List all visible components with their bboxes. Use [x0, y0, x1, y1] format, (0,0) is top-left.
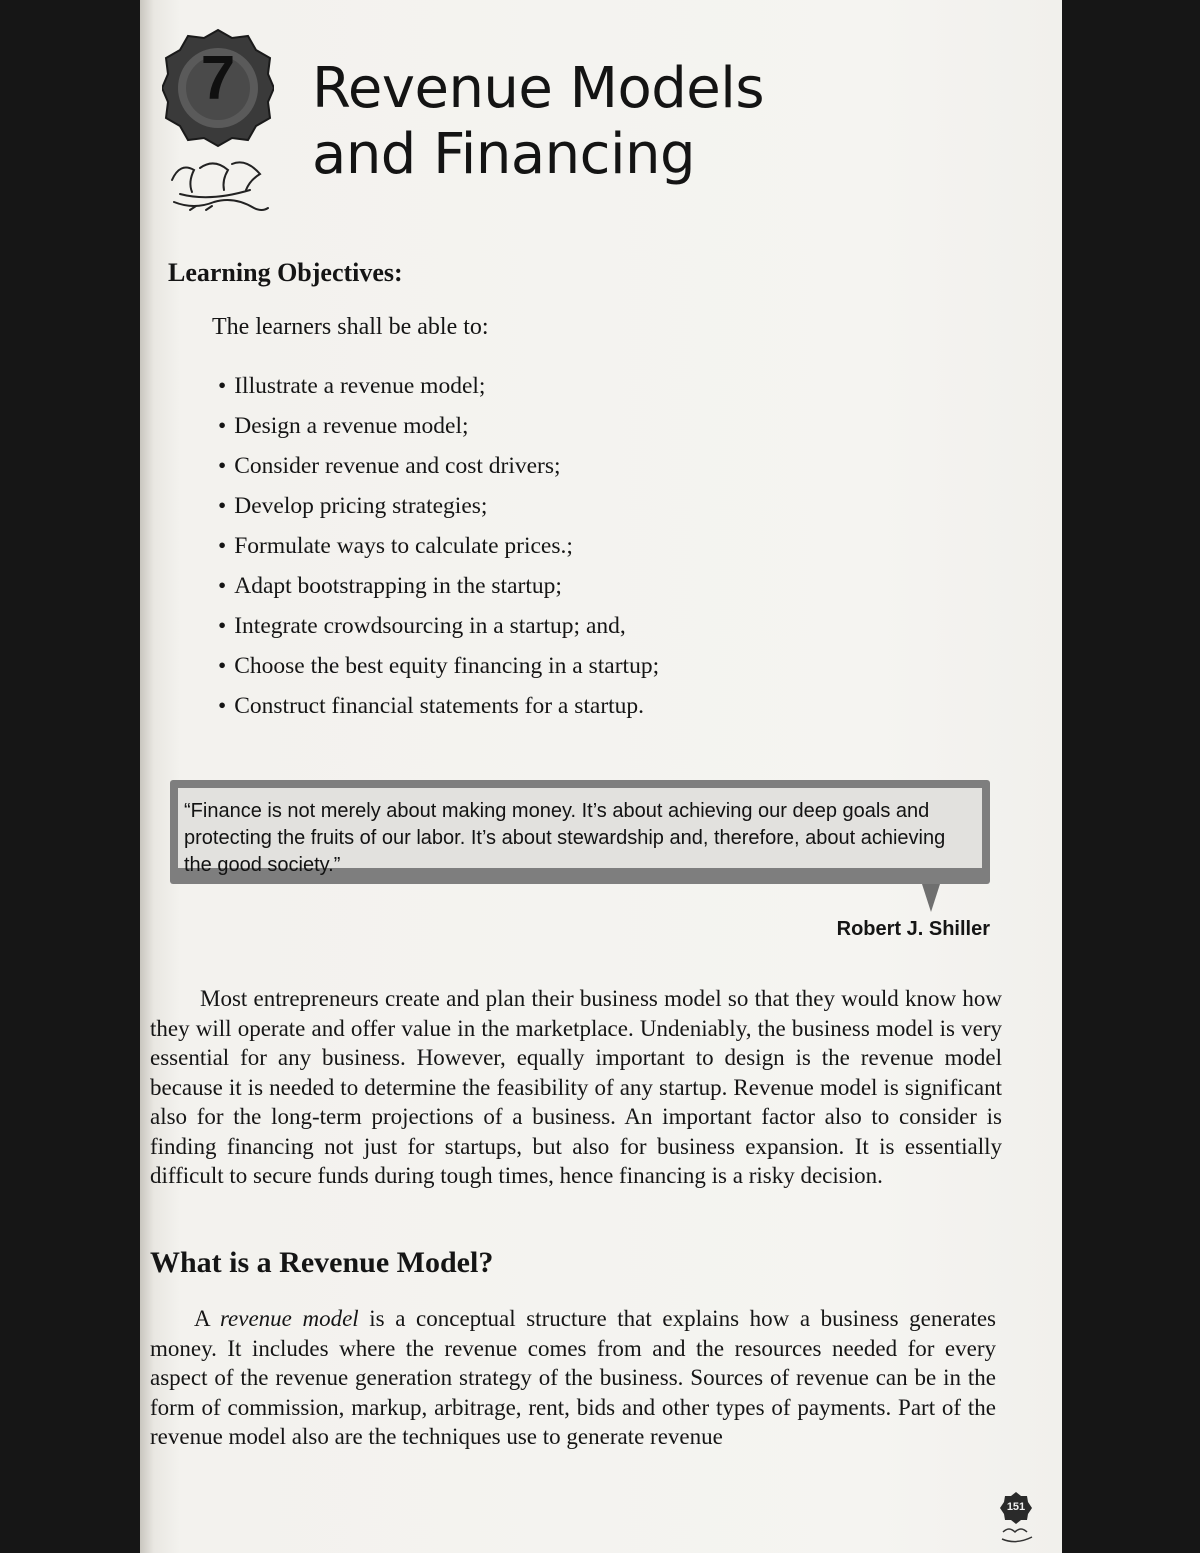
section-heading: What is a Revenue Model? [150, 1246, 494, 1279]
objective-item: • Construct financial statements for a startup. [218, 686, 659, 726]
book-page [140, 0, 1062, 1553]
objective-item: • Illustrate a revenue model; [218, 366, 659, 406]
intro-paragraph: Most entrepreneurs create and plan their business model so that they would know how they will operate and offer value in the marketplace. Undeniably, the business model is very essential for any business. However, equally important to design is the revenue model because it is needed to determine the feasibility of any startup. Revenue model is significant also for the long-term projections of a business. An important factor also to consider is finding financing not just for startups, but also for business expansion. It is essentially difficult to secure funds during tough times, hence financing is a risky decision. [150, 986, 1002, 1188]
section-paragraph-rest: is a conceptual structure that explains how a business generates money. It includes where the revenue comes from and the resources needed for every aspect of the revenue generation strategy of the business. Sources of revenue can be in the form of commission, markup, arbitrage, rent, bids and other types of payments. Part of the revenue model also are the techniques use to generate revenue [150, 1306, 997, 1449]
learning-objectives-intro: The learners shall be able to: [212, 314, 489, 340]
section-paragraph-term: revenue model [219, 1306, 359, 1331]
page-number-badge [1000, 1492, 1032, 1524]
objective-item: • Develop pricing strategies; [218, 486, 659, 526]
quote-callout-tail [922, 884, 940, 912]
objective-item: • Formulate ways to calculate prices.; [218, 526, 659, 566]
objective-item: • Design a revenue model; [218, 406, 659, 446]
chapter-title-line-2: and Financing [312, 122, 696, 187]
objective-item: • Integrate crowdsourcing in a startup; and, [218, 606, 659, 646]
objective-item: • Consider revenue and cost drivers; [218, 446, 659, 486]
learning-objectives-list [218, 366, 659, 726]
learning-objectives-heading: Learning Objectives: [168, 258, 403, 287]
chapter-title [312, 56, 764, 188]
section-paragraph [150, 1304, 996, 1452]
objective-item: • Choose the best equity financing in a startup; [218, 646, 659, 686]
page-number: 151 [1006, 1501, 1026, 1513]
chapter-title-line-1: Revenue Models [312, 56, 764, 121]
reader-doodle-icon [160, 150, 280, 220]
quote-text: “Finance is not merely about making money. It’s about achieving our deep goals and protecting the fruits of our labor. It’s about stewardship and, therefore, about achieving the good society.” [178, 788, 982, 868]
page-number-doodle-icon [1000, 1524, 1034, 1546]
objective-item: • Adapt bootstrapping in the startup; [218, 566, 659, 606]
quote-author: Robert J. Shiller [836, 918, 990, 940]
chapter-number: 7 [200, 44, 236, 113]
section-paragraph-lead: A [194, 1306, 220, 1331]
chapter-badge [162, 28, 274, 148]
quote-callout [170, 780, 990, 884]
